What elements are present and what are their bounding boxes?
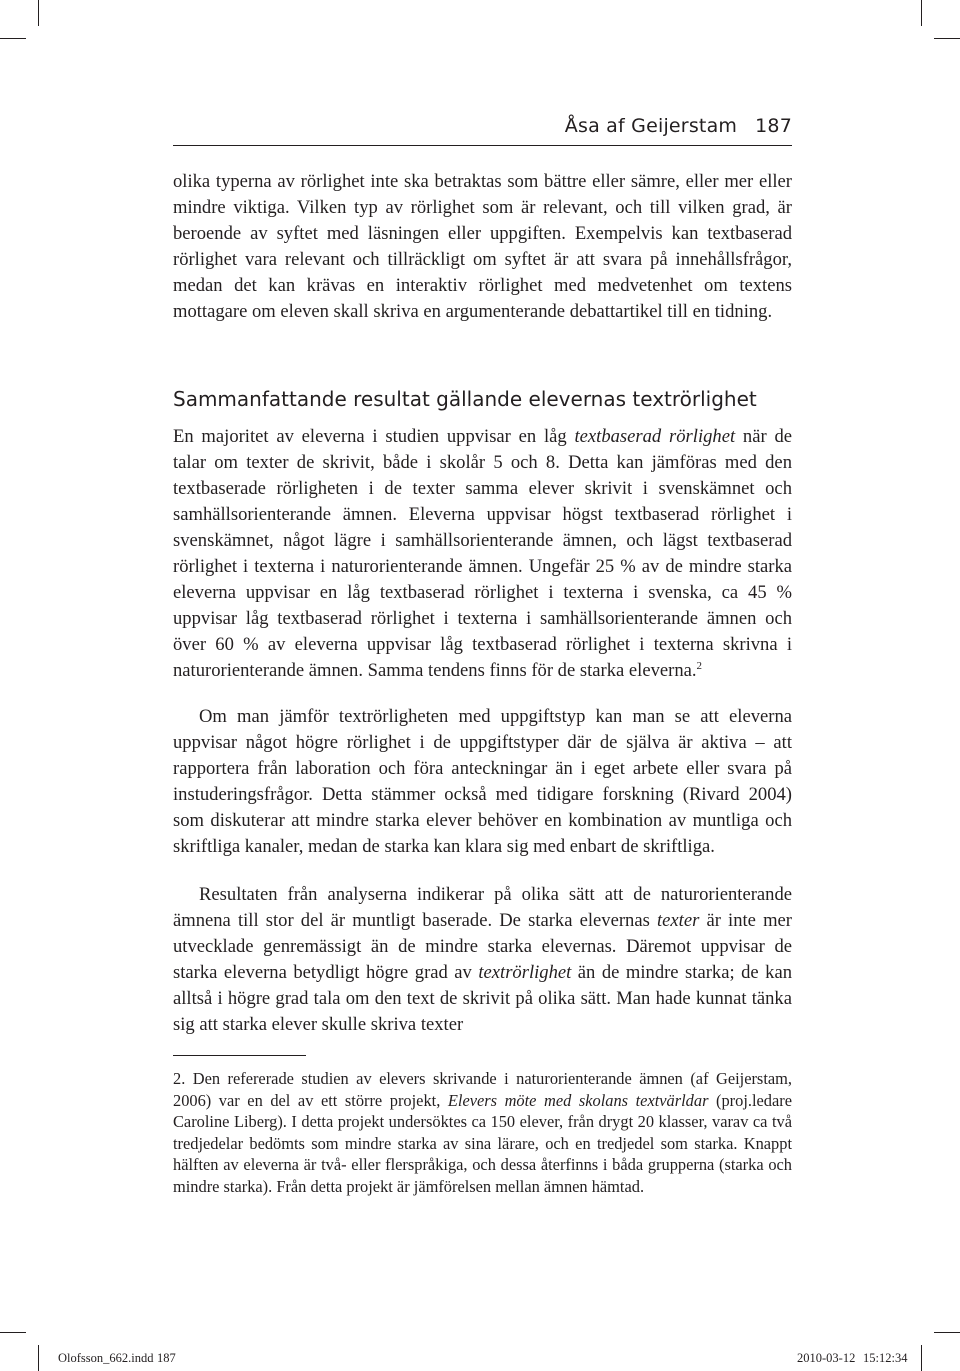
emphasis: Elevers möte med skolans textvärldar <box>447 1090 709 1110</box>
slug-time: 15:12:34 <box>863 1351 908 1365</box>
crop-mark <box>934 1332 960 1333</box>
emphasis: texter <box>656 910 700 931</box>
section-heading: Sammanfattande resultat gällande elevernas textrörlighet <box>173 387 757 411</box>
emphasis: textrörlighet <box>478 962 572 983</box>
footnote: 2. Den refererade studien av elevers skrivande i naturorienterande ämnen (af Geijerstam, 2006) var en del av ett större projekt, Elevers möte med skolans textvärldar (proj.ledare Caroline Liberg). I detta projekt undersöktes ca 150 elever, från drygt 20 klasser, varav ca två tredjedelar bedömts som mindre starka av sina lärare, och en tredjedel som starka. Knappt hälften av eleverna är två- eller flerspråkiga, och dessa återfinns i båda grupperna (starka och mindre starka). Från detta projekt är jämförelsen mellan ämnen hämtad. <box>173 1069 793 1196</box>
crop-mark <box>921 1345 922 1371</box>
body-paragraph-continued: olika typerna av rörlighet inte ska betraktas som bättre eller sämre, eller mer eller mindre viktiga. Vilken typ av rörlighet som är relevant, och till vilken grad, är beroende av syftet med läsningen eller uppgiften. Exempelvis kan textbaserad rörlighet vara relevant och tillräckligt om syftet är att svara på innehållsfrågor, medan det kan krävas en interaktiv rörlighet med medvetenhet om textens mottagare om eleven skall skriva en argumenterande debattartikel till en tidning. <box>173 171 792 322</box>
crop-mark <box>0 38 26 39</box>
slug-filename: Olofsson_662.indd <box>58 1351 154 1365</box>
crop-mark <box>0 1332 26 1333</box>
body-paragraph: Om man jämför textrörligheten med uppgiftstyp kan man se att eleverna uppvisar något högre rörlighet i de uppgiftstyper där de själva är aktiva – att rapportera från laboration och föra anteckningar än i eget arbete eller svara på instuderingsfrågor. Detta stämmer också med tidigare forskning (Rivard 2004) som diskuterar att mindre starka elever behöver en kombination av muntliga och skriftliga kanaler, medan de starka kan klara sig med enbart de skriftliga. <box>173 706 792 857</box>
body-paragraph: En majoritet av eleverna i studien uppvisar en låg textbaserad rörlighet när de talar om texter de skrivit, både i skolår 5 och 8. Detta kan jämföras med den textbaserade rörligheten i de texter samma elever skrivit i svenskämnet och samhällsorienterande ämnen. Eleverna uppvisar högst textbaserad rörlighet i svenskämnet, något lägre i samhällsorienterande ämnen, och lägst textbaserad rörlighet i texterna i naturorienterande ämnen. Ungefär 25 % av de mindre starka eleverna uppvisar en låg textbaserad rörlighet i texterna i svenska, ca 45 % uppvisar låg textbaserad rörlighet i texterna i samhällsorienterande ämnen och över 60 % av eleverna uppvisar låg textbaserad rörlighet i texterna skrivna i naturorienterande ämnen. Samma tendens finns för de starka eleverna.$^2$ <box>173 426 792 681</box>
emphasis: textbaserad rörlighet <box>574 426 736 447</box>
header-author: Åsa af Geijerstam <box>564 115 738 137</box>
page-number: 187 <box>755 115 792 137</box>
crop-mark <box>38 1345 39 1371</box>
crop-mark <box>934 38 960 39</box>
crop-mark <box>921 0 922 26</box>
body-paragraph: Resultaten från analyserna indikerar på olika sätt att de naturorienterande ämnena till stor del är muntligt baserade. De starka elevernas texter är inte mer utvecklade genremässigt än de mindre starka elevernas. Däremot uppvisar de starka eleverna betydligt högre grad av textrörlighet än de mindre starka; de kan alltså i högre grad tala om den text de skrivit på olika sätt. Man hade kunnat tänka sig att starka elever skulle skriva texter <box>173 884 792 1035</box>
footnote-rule <box>173 1055 306 1056</box>
crop-mark <box>38 0 39 26</box>
running-header <box>173 115 792 141</box>
slug-page: 187 <box>157 1351 176 1365</box>
header-rule <box>173 145 792 146</box>
slug-date: 2010-03-12 <box>797 1351 856 1365</box>
footnote-reference: 2 <box>696 660 703 672</box>
